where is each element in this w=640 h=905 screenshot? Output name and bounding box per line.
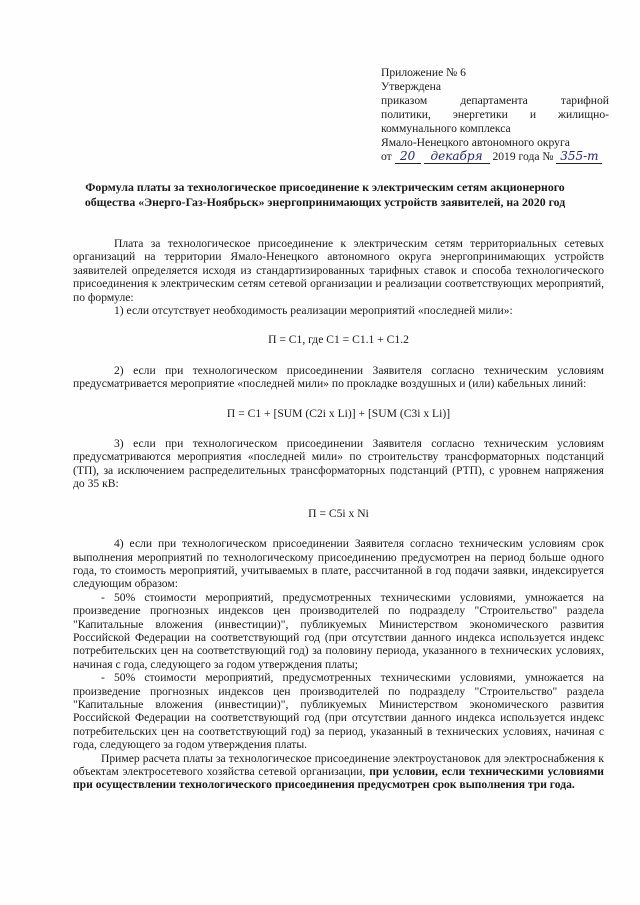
case-2-paragraph: 2) если при технологическом присоединении Заявителя согласно техническим условиям предусматривается мероприятие «последней мили» по прокладке воздушных и (или) кабельных линий: [73,363,604,391]
example-bold-text: при условии, если техническими условиями при осуществлении технологического присоединения предусмотрен срок выполнения три года. [73,765,604,792]
intro-paragraph: Плата за технологическое присоединение к электрическим сетям территориальных сетевых организаций на территории Ямало-Ненецкого автономного округа энергопринимающих устройств заявителей определяется исходя из стандартизированных тарифных ставок и способа технологического присоединения к электрическим сетям сетевой организации и реализации соответствующих мероприятий, по формуле: [73,237,604,304]
approval-line-4: Ямало-Ненецкого автономного округа [381,136,570,149]
document-title: Формула платы за технологическое присоединение к электрическим сетям акционерного общества «Энерго-Газ-Ноябрьск» энергопринимающих устройств заявителей, на 2020 год [84,180,566,209]
policy-word: энергетики [452,108,508,121]
document-body [73,237,604,792]
order-line [381,94,609,108]
formula-1: П = С1, где С1 = С1.1 + С1.2 [268,333,409,347]
bullet-1-paragraph: - 50% стоимости мероприятий, предусмотренных техническими условиями, умножается на произведение прогнозных индексов цен производителей по подразделу "Строительство" раздела "Капитальные вложения (инвестиции)", публикуемых Министерством экономического развития Российской Федерации на соответствующий год (при отсутствии данного индекса используется индекс потребительских цен на соответствующий год) за половину периода, указанного в технических условиях, начиная с года, следующего за годом утверждения платы; [73,590,604,671]
order-date-line [381,150,609,164]
order-word: департамента [460,94,528,107]
handwritten-order-number: 355-т [556,150,602,164]
handwritten-day: 20 [395,150,421,164]
policy-word: политики, [381,108,431,121]
order-word: тарифной [560,94,609,107]
case-3-paragraph: 3) если при технологическом присоединении Заявителя согласно техническим условиям предусматриваются мероприятия «последней мили» по строительству трансформаторных подстанций (ТП), за исключением распределительных трансформаторных подстанций (РТП), с уровнем напряжения до 35 кВ: [73,437,604,491]
year-text: 2019 года № [492,150,554,163]
approval-line-3: коммунального комплекса [381,122,511,135]
bullet-2-paragraph: - 50% стоимости мероприятий, предусмотренных техническими условиями, умножается на произведение прогнозных индексов цен производителей по подразделу "Строительство" раздела "Капитальные вложения (инвестиции)", публикуемых Министерством экономического развития Российской Федерации на соответствующий год (при отсутствии данного индекса используется индекс потребительских цен на соответствующий год) за период, указанный в технических условиях, начиная с года, следующего за годом утверждения платы. [73,671,604,752]
example-plain-text: Пример расчета платы за технологическое присоединение электроустановок для электроснабжения к объектам электросетевого хозяйства сетевой организации, [73,751,604,778]
date-prefix: от [381,150,392,163]
policy-word: и [529,108,537,121]
order-word: приказом [381,94,428,107]
approved-label: Утверждена [381,80,442,93]
formula-2: П = С1 + [SUM (C2i x Li)] + [SUM (C3i x Li)] [226,406,451,420]
case-1-paragraph: 1) если отсутствует необходимость реализации мероприятий «последней мили»: [114,304,513,318]
policy-line [381,108,609,122]
handwritten-month: декабря [424,150,490,164]
example-paragraph [73,752,604,792]
appendix-label: Приложение № 6 [381,66,466,79]
policy-word: жилищно- [558,108,610,121]
formula-3: П = С5i x Ni [308,506,369,520]
case-4-paragraph: 4) если при технологическом присоединении Заявителя согласно техническим условиям срок выполнения мероприятий по технологическому присоединению предусмотрен на период больше одного года, то стоимость мероприятий, учитываемых в плате, рассчитанной в год подачи заявки, индексируется следующим образом: [73,537,604,591]
approval-block [381,66,609,164]
